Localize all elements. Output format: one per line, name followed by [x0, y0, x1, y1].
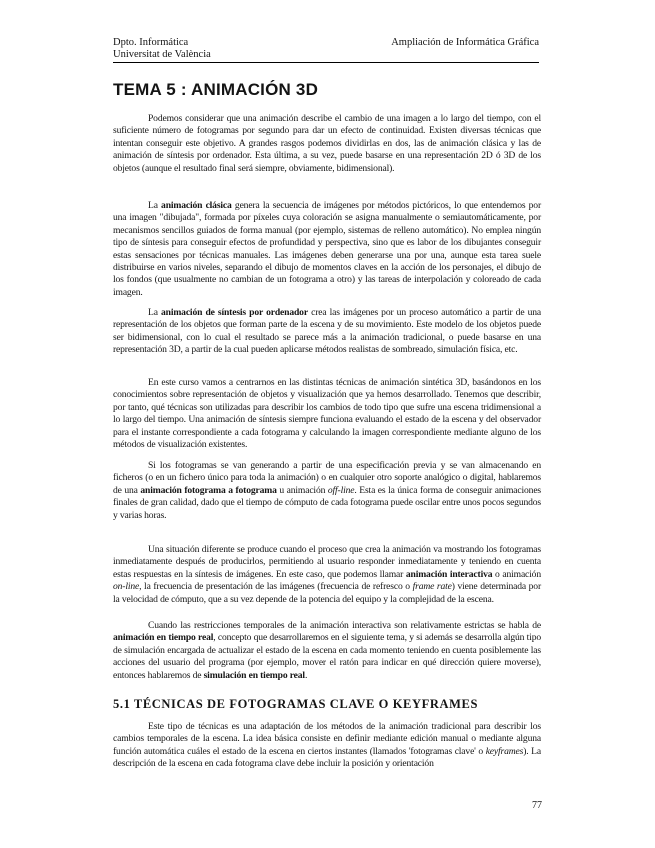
paragraph-text: . Esta es la única forma de conseguir animaciones finales de gran calidad, dado que el tiempo de cómputo de cada fotograma puede oscilar entre unos pocos segundos y varias horas.	[113, 484, 542, 521]
term-off-line: off-line	[327, 484, 355, 496]
paragraph-text: genera la secuencia de imágenes por métodos pictóricos, lo que entendemos por una imagen "dibujada", formada por píxeles cuya coloración se asigna manualmente o semiautomáticamente, por mecanismos sencillos guiados de forma manual (por ejemplo, sistemas de relleno automático). No emplea ningún tipo de síntesis para conseguir efectos de profundidad y perspectiva, sino que es labor de los dibujantes conseguir estas sensaciones por técnicas manuales. Las imágenes deben generarse una por una, aunque esta tarea suele distribuirse en varios niveles, separando el dibujo de momentos claves en la acción de los personajes, el dibujo de los fondos (que usualmente no cambian de un fotograma a otro) y las tareas de interpolación y coloreado de cada imagen.	[113, 200, 541, 298]
paragraph-text: .	[304, 669, 308, 681]
page-number: 77	[532, 800, 542, 811]
term-fotograma-a-fotograma: animación fotograma a fotograma	[140, 484, 277, 496]
term-frame-rate: frame rate	[412, 581, 452, 593]
term-keyframes: keyframes	[485, 745, 524, 757]
paragraph-text: u animación	[276, 484, 328, 496]
paragraph-3	[113, 307, 541, 357]
paragraph-text: , concepto que desarrollaremos en el siguiente tema, y si además se desarrolla algún tipo de simulación encargada de actualizar el estado de la escena en cada momento teniendo en cuenta posiblemente las acciones del usuario del programa (por ejemplo, mover el ratón para indicar en qué dirección quiere moverse), entonces hablaremos de	[113, 632, 541, 681]
paragraph-7	[113, 620, 541, 682]
term-on-line: on-line	[113, 581, 140, 593]
paragraph-text: Si los fotogramas se van generando a partir de una especificación previa y se van almacenando en ficheros (o en un fichero único para toda la animación) o en cualquier otro soporte analógico o digital, hablaremos de una	[113, 460, 541, 496]
paragraph-text: Cuando las restricciones temporales de la animación interactiva son relativamente estrictas se habla de	[148, 620, 541, 631]
term-animacion-sintesis: animación de síntesis por ordenador	[160, 307, 308, 318]
paragraph-text: o animación	[492, 568, 541, 580]
header-divider	[113, 62, 539, 63]
paragraph-8	[113, 721, 541, 771]
header-department: Dpto. Informática	[113, 37, 189, 48]
paragraph-6	[113, 544, 541, 606]
paragraph-text: crea las imágenes por un proceso automático a partir de una representación de los objetos que forman parte de la escena y de su movimiento. Este modelo de los objetos puede ser bidimensional, con lo cual el resultado se parece más a la animación tradicional, o puede basarse en una representación 3D, a partir de la cual pueden aplicarse métodos realistas de sombreado, simulación física, etc.	[113, 307, 541, 356]
paragraph-5	[113, 460, 541, 522]
paragraph-text: La	[148, 307, 161, 318]
paragraph-text: , la frecuencia de presentación de las imágenes (frecuencia de refresco o	[139, 581, 413, 593]
header-university: Universitat de València	[113, 49, 211, 60]
term-animacion-interactiva: animación interactiva	[405, 568, 493, 580]
paragraph-text: La	[148, 200, 162, 211]
section-title: 5.1 TÉCNICAS DE FOTOGRAMAS CLAVE O KEYFRAMES	[113, 697, 478, 711]
term-animacion-clasica: animación clásica	[161, 200, 232, 211]
paragraph-text: ). La descripción de la escena en cada fotograma clave debe incluir la posición y orientación	[113, 745, 541, 770]
paragraph-4: En este curso vamos a centrarnos en las distintas técnicas de animación sintética 3D, basándonos en los conocimientos sobre representación de objetos y visualización que ya hemos desarrollado. Tenemos que describir, por tanto, qué técnicas son utilizadas para describir los cambios de todo tipo que sufre una escena tridimensional a lo largo del tiempo. Una animación de síntesis siempre funciona evaluando el estado de la escena y del observador para el instante correspondiente a cada fotograma y calculando la imagen correspondiente mediante alguno de los métodos de visualización existentes.	[113, 377, 541, 451]
paragraph-2	[113, 200, 541, 299]
term-simulacion-tiempo-real: simulación en tiempo real	[203, 669, 305, 681]
chapter-title: TEMA 5 : ANIMACIÓN 3D	[113, 80, 319, 99]
term-tiempo-real: animación en tiempo real	[113, 632, 214, 644]
paragraph-1: Podemos considerar que una animación describe el cambio de una imagen a lo largo del tiempo, con el suficiente número de fotogramas por segundo para dar un efecto de continuidad. Existen diversas técnicas que intentan conseguir este objetivo. A grandes rasgos podemos dividirlas en dos, las de animación clásica y las de animación de síntesis por ordenador. Esta última, a su vez, puede basarse en una representación 2D ó 3D de los objetos (aunque el resultado final será siempre, obviamente, bidimensional).	[113, 113, 541, 174]
paragraph-text: Este tipo de técnicas es una adaptación de los métodos de la animación tradicional para describir los cambios temporales de la escena. La idea básica consiste en definir mediante edición manual o mediante alguna función automática cuáles el estado de la escena en ciertos instantes (llamados 'fotogramas clave' o	[113, 721, 541, 757]
header-left	[113, 37, 211, 61]
paragraph-text: Una situación diferente se produce cuando el proceso que crea la animación va mostrando los fotogramas inmediatamente después de producirlos, permitiendo al usuario responder inmediatamente y teniendo en cuenta estas respuestas en la síntesis de imágenes. En este caso, que podemos llamar	[113, 544, 541, 580]
header-course: Ampliación de Informática Gráfica	[391, 37, 539, 48]
paragraph-text: ) viene determinada por la velocidad de cómputo, que a su vez depende de la potencia del equipo y la complejidad de la escena.	[113, 581, 541, 605]
